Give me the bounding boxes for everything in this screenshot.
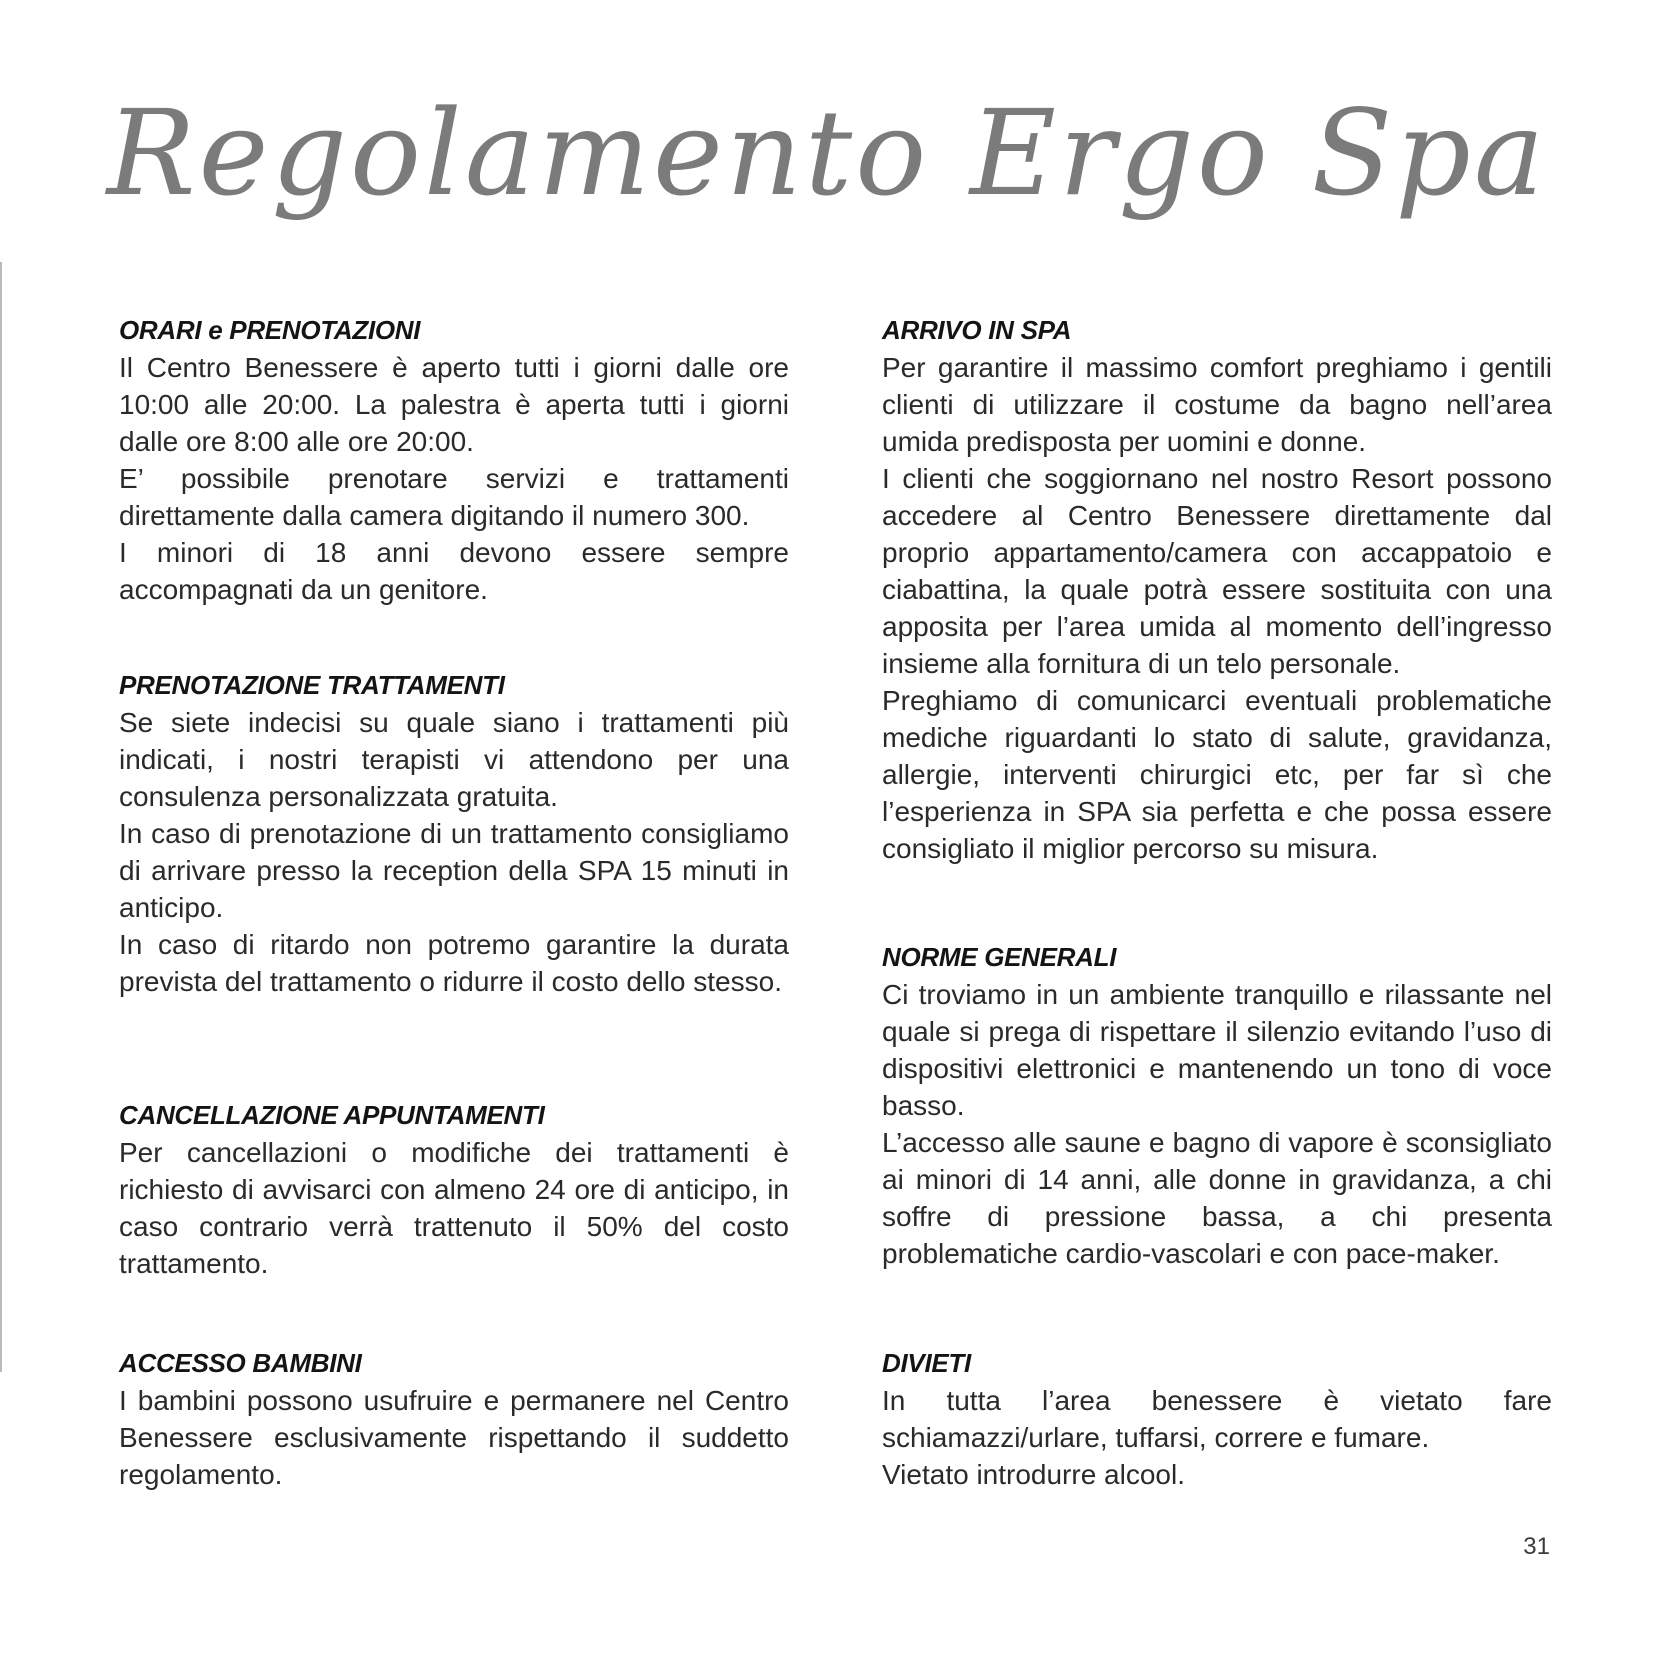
section-paragraph: Vietato introdurre alcool.: [882, 1459, 1185, 1490]
section-paragraph: E’ possibile prenotare servizi e trattamenti direttamente dalla camera digitando il numero 300.: [119, 463, 789, 531]
section-paragraph: Ci troviamo in un ambiente tranquillo e rilassante nel quale si prega di rispettare il silenzio evitando l’uso di dispositivi elettronici e mantenendo un tono di voce basso.: [882, 979, 1552, 1121]
section-paragraph: I bambini possono usufruire e permanere nel Centro Benessere esclusivamente rispettando il suddetto regolamento.: [119, 1385, 789, 1490]
section-paragraph: In tutta l’area benessere è vietato fare schiamazzi/urlare, tuffarsi, correre e fumare.: [882, 1385, 1552, 1453]
section-paragraph: Se siete indecisi su quale siano i trattamenti più indicati, i nostri terapisti vi attendono per una consulenza personalizzata gratuita.: [119, 707, 789, 812]
page-title: Regolamento Ergo Spa: [106, 84, 1548, 222]
section-prenotazione-trattamenti: [119, 667, 789, 1000]
section-paragraph: I clienti che soggiornano nel nostro Resort possono accedere al Centro Benessere direttamente dal proprio appartamento/camera con accappatoio e ciabattina, la quale potrà essere sostituita con una apposita per l’area umida al momento dell’ingresso insieme alla fornitura di un telo personale.: [882, 463, 1552, 679]
section-arrivo-in-spa: [882, 312, 1552, 867]
section-paragraph: I minori di 18 anni devono essere sempre accompagnati da un genitore.: [119, 537, 789, 605]
section-heading: ARRIVO IN SPA: [882, 315, 1072, 345]
section-orari-prenotazioni: [119, 312, 789, 608]
section-divieti: [882, 1345, 1552, 1493]
section-paragraph: In caso di ritardo non potremo garantire la durata prevista del trattamento o ridurre il costo dello stesso.: [119, 929, 789, 997]
section-heading: NORME GENERALI: [882, 942, 1117, 972]
section-paragraph: In caso di prenotazione di un trattamento consigliamo di arrivare presso la reception della SPA 15 minuti in anticipo.: [119, 818, 789, 923]
section-cancellazione-appuntamenti: [119, 1097, 789, 1282]
section-heading: CANCELLAZIONE APPUNTAMENTI: [119, 1100, 545, 1130]
section-heading: PRENOTAZIONE TRATTAMENTI: [119, 670, 505, 700]
page-number: 31: [1523, 1533, 1550, 1560]
section-heading: ACCESSO BAMBINI: [119, 1348, 362, 1378]
section-paragraph: Il Centro Benessere è aperto tutti i giorni dalle ore 10:00 alle 20:00. La palestra è aperta tutti i giorni dalle ore 8:00 alle ore 20:00.: [119, 352, 789, 457]
section-heading: DIVIETI: [882, 1348, 971, 1378]
section-norme-generali: [882, 939, 1552, 1272]
section-heading: ORARI e PRENOTAZIONI: [119, 315, 421, 345]
section-paragraph: L’accesso alle saune e bagno di vapore è sconsigliato ai minori di 14 anni, alle donne in gravidanza, a chi soffre di pressione bassa, a chi presenta problematiche cardio-vascolari e con pace-maker.: [882, 1127, 1552, 1269]
section-paragraph: Preghiamo di comunicarci eventuali problematiche mediche riguardanti lo stato di salute, gravidanza, allergie, interventi chirurgici etc, per far sì che l’esperienza in SPA sia perfetta e che possa essere consigliato il miglior percorso su misura.: [882, 685, 1552, 864]
section-paragraph: Per cancellazioni o modifiche dei trattamenti è richiesto di avvisarci con almeno 24 ore di anticipo, in caso contrario verrà trattenuto il 50% del costo trattamento.: [119, 1137, 789, 1279]
page-edge-divider: [0, 262, 2, 1372]
section-accesso-bambini: [119, 1345, 789, 1493]
section-paragraph: Per garantire il massimo comfort preghiamo i gentili clienti di utilizzare il costume da bagno nell’area umida predisposta per uomini e donne.: [882, 352, 1552, 457]
